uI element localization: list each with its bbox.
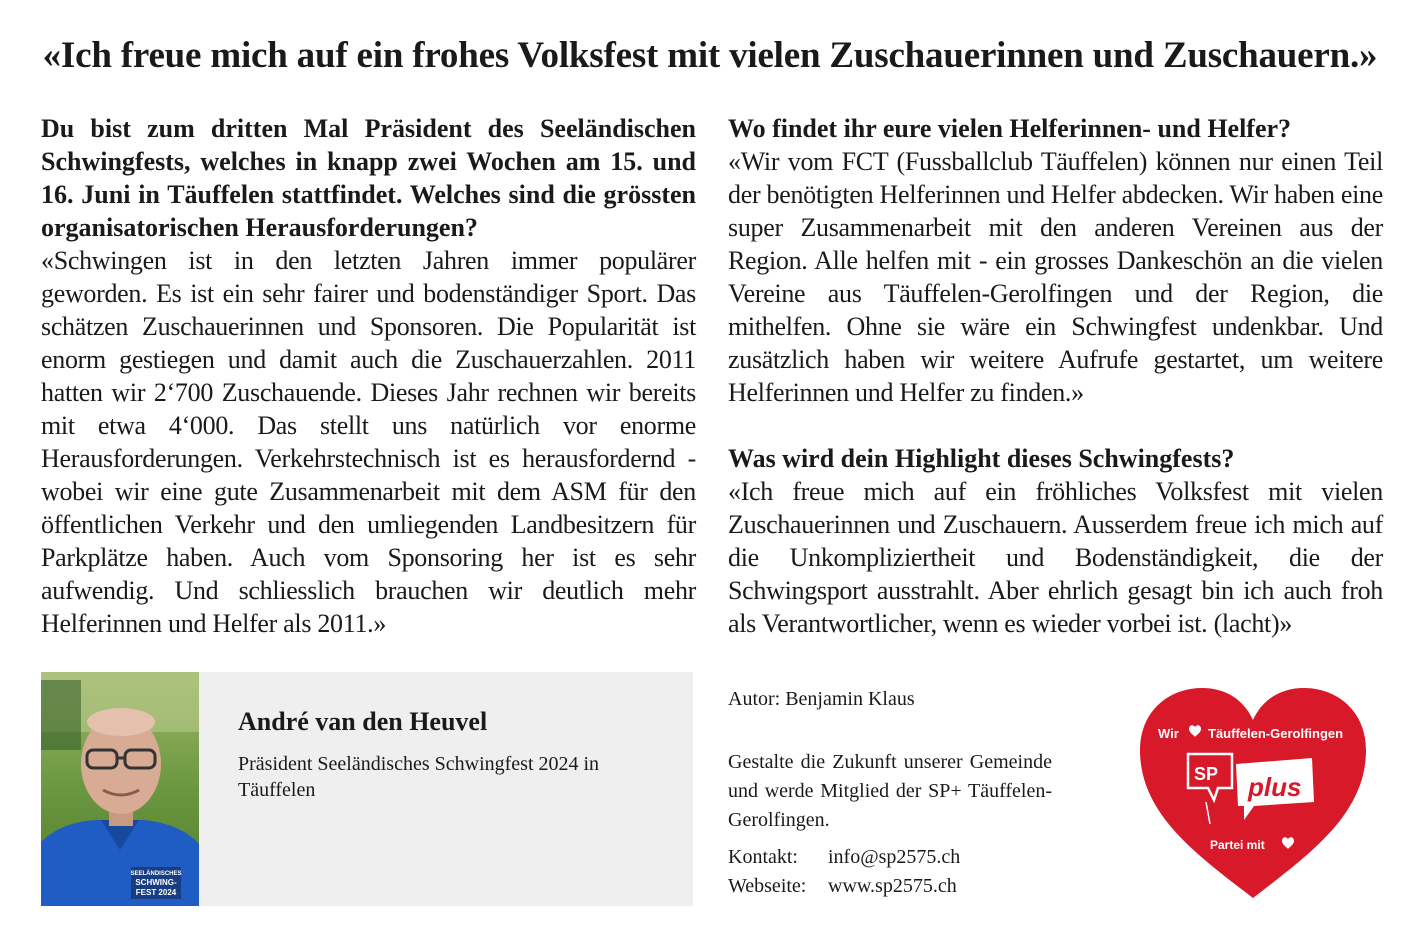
right-column [728,112,1383,640]
shirt-logo-line: FEST 2024 [135,888,177,897]
shirt-logo-line: SCHWING- [135,878,177,887]
interview-answer: «Ich freue mich auf ein fröhliches Volksfest mit vielen Zuschauerinnen und Zuschauern. Ausserdem freue ich mich auf die Unkompliziertheit und Bodenständigkeit, die der Schwingsport ausstrahlt. Aber ehrlich gesagt bin ich auch froh als Verantwortlicher, wenn es wieder vorbei ist. (lacht)» [728,477,1383,638]
spacer [728,409,1383,442]
shirt-logo-line: SEELÄNDISCHES [130,871,182,877]
left-column [41,112,696,640]
profile-role: Präsident Seeländisches Schwingfest 2024 in Täuffelen [238,753,600,801]
logo-text-plus: plus [1248,772,1302,802]
interview-answer: «Wir vom FCT (Fussballclub Täuffelen) können nur einen Teil der benötigten Helferinnen und Helfer abdecken. Wir haben eine super Zusammenarbeit mit den anderen Vereinen aus der Region. Alle helfen mit - ein grosses Dankeschön an die vielen Vereine aus Täuffelen-Gerolfingen und der Region, die mithelfen. Ohne sie wäre ein Schwingfest undenkbar. Und zusätzlich haben wir weitere Aufrufe gestartet, um weitere Helferinnen und Helfer zu finden.» [728,147,1383,407]
website-link[interactable]: www.sp2575.ch [828,875,957,897]
contact-row [728,843,960,872]
author-line: Autor: Benjamin Klaus [728,688,915,710]
logo-text-partei: Partei mit [1210,838,1265,852]
website-row [728,872,960,901]
logo-text-town: Täuffelen-Gerolfingen [1208,726,1344,741]
contact-email-link[interactable]: info@sp2575.ch [828,846,961,868]
contact-block [728,843,960,901]
portrait-illustration [41,672,199,906]
interview-answer: «Schwingen ist in den letzten Jahren immer populärer geworden. Es ist ein sehr fairer und bodenständiger Sport. Das schätzen Zuschauerinnen und Sponsoren. Die Popularität ist enorm gestiegen und damit auch die Zuschauerzahlen. 2011 hatten wir 2‘700 Zuschauende. Dieses Jahr rechnen wir bereits mit etwa 4‘000. Das stellt uns natürlich vor enorme Herausforderungen. Verkehrstechnisch ist es herausfordernd - wobei wir eine gute Zusammenarbeit mit dem ASM für den öffentlichen Verkehr und den umliegenden Landbesitzern für Parkplätze haben. Auch vom Sponsoring her ist es sehr aufwendig. Und schliesslich brauchen wir deutlich mehr Helferinnen und Helfer als 2011.» [41,246,696,638]
interview-question: Was wird dein Highlight dieses Schwingfests? [728,444,1235,473]
shirt-logo [130,867,181,899]
interview-question: Du bist zum dritten Mal Präsident des Seeländischen Schwingfests, welches in knapp zwei Wochen am 15. und 16. Juni in Täuffelen stattfindet. Welches sind die grössten organisatorischen Herausforderungen? [41,114,696,242]
interview-question: Wo findet ihr eure vielen Helferinnen- und Helfer? [728,114,1292,143]
profile-name: André van den Heuvel [238,707,488,736]
headline: «Ich freue mich auf ein frohes Volksfest mit vielen Zuschauerinnen und Zuschauern.» [42,35,1378,76]
sp-plus-heart-logo [1136,684,1370,900]
logo-text-wir: Wir [1158,726,1179,741]
profile-box [41,672,693,906]
promo-text: Gestalte die Zukunft unserer Gemeinde und werde Mitglied der SP+ Täuffelen-Gerolfingen. [728,751,1052,831]
website-label: Webseite: [728,875,807,897]
logo-text-sp: SP [1194,764,1219,784]
contact-label: Kontakt: [728,846,798,868]
portrait-photo [41,672,199,906]
